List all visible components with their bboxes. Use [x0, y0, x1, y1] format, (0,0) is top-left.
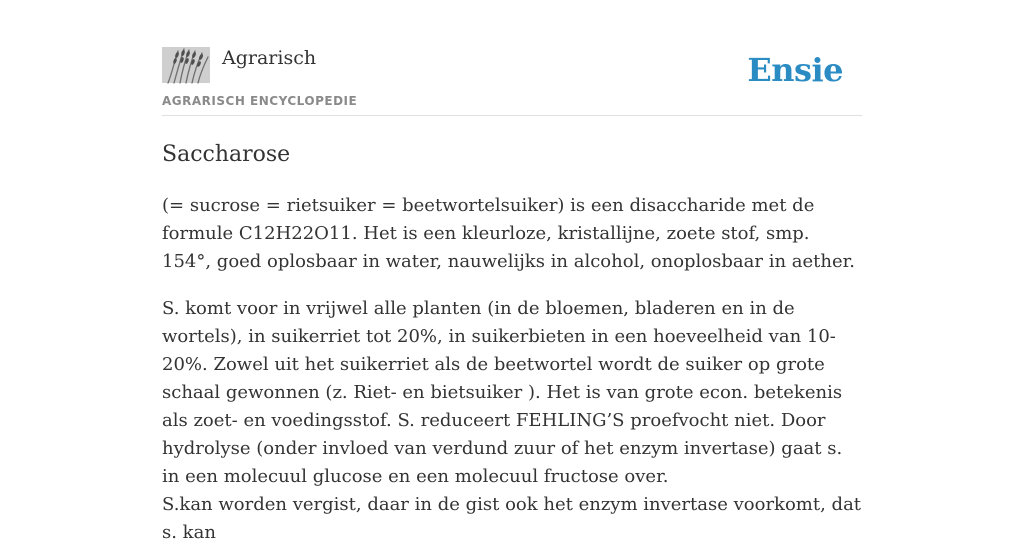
- article-title: Saccharose: [162, 142, 291, 167]
- brand-logo[interactable]: Ensie: [747, 51, 843, 89]
- article-container: [162, 0, 862, 543]
- article-paragraph: S. komt voor in vrijwel alle planten (in de bloemen, bladeren en in de wortels), in suikerriet tot 20%, in suikerbieten in een hoeveelheid van 10-20%. Zowel uit het suikerriet als de beetwortel wordt de suiker op grote schaal gewonnen (z. Riet- en bietsuiker ). Het is van grote econ. betekenis als zoet- en voedingsstof. S. reduceert FEHLING’S proefvocht niet. Door hydrolyse (onder invloed van verdund zuur of het enzym invertase) gaat s. in een molecuul glucose en een molecuul fructose over.: [162, 298, 843, 487]
- article-paragraph: (= sucrose = rietsuiker = beetwortelsuiker) is een disaccharide met de formule C12H22O11. Het is een kleurloze, kristallijne, zoete stof, smp. 154°, goed oplosbaar in water, nauwelijks in alcohol, onoplosbaar in aether.: [162, 195, 855, 272]
- source-header: [162, 0, 862, 116]
- article-body: [162, 192, 862, 547]
- source-name-link[interactable]: Agrarisch: [222, 47, 317, 69]
- article-paragraph: S.kan worden vergist, daar in de gist ook het enzym invertase voorkomt, dat s. kan: [162, 494, 862, 543]
- source-subtitle: AGRARISCH ENCYCLOPEDIE: [162, 94, 358, 108]
- source-logo-wheat-icon[interactable]: [162, 47, 210, 83]
